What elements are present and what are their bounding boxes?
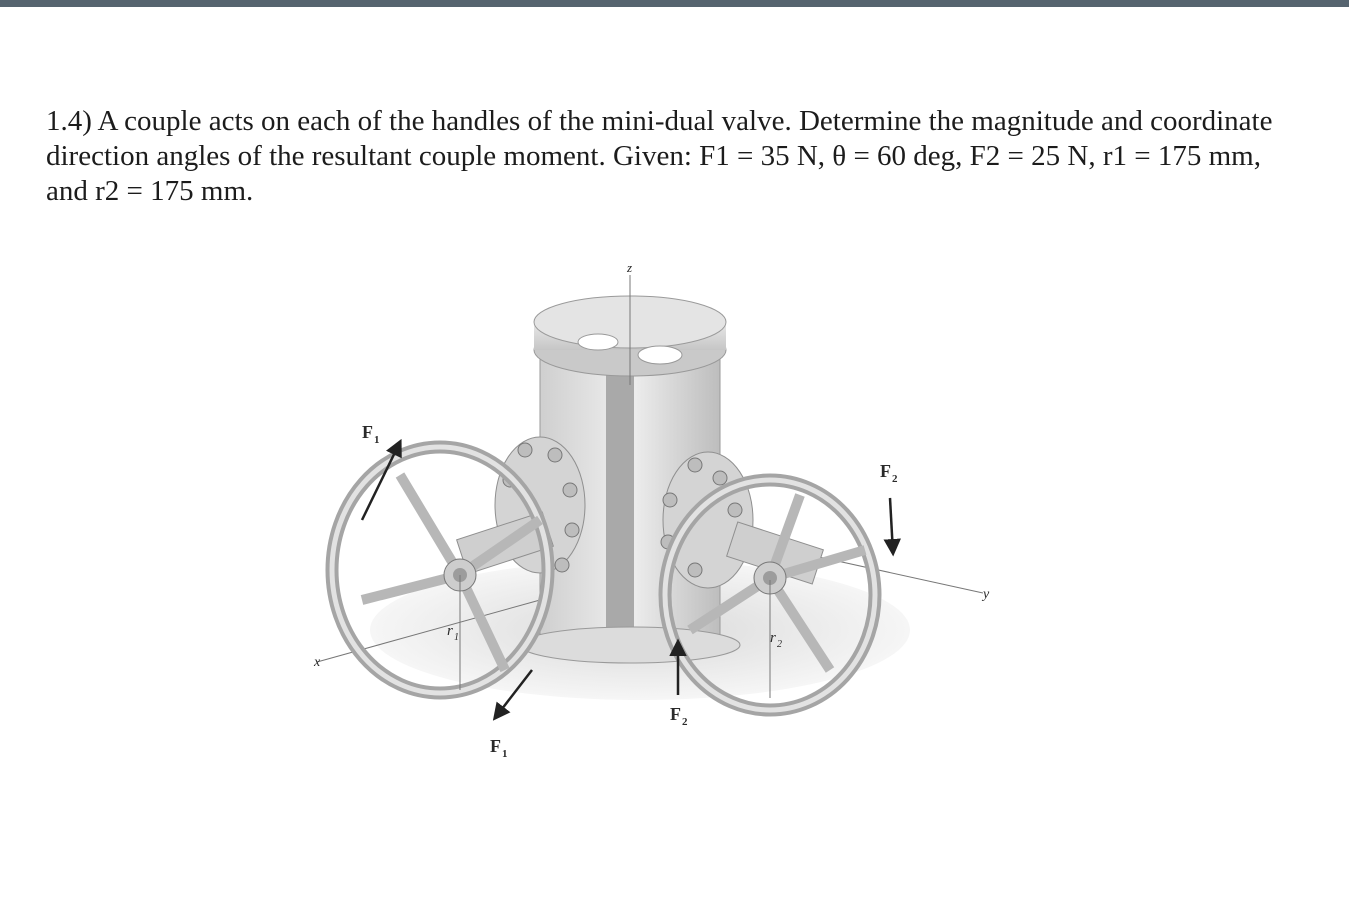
z-axis-label: z: [627, 260, 633, 275]
F1-bottom-subscript: 1: [502, 748, 508, 760]
F1-top-label: F: [362, 422, 373, 442]
right-flange: [663, 452, 753, 588]
F2-right-label: F: [880, 461, 891, 481]
r1-subscript: 1: [454, 632, 459, 643]
r1-label: r: [447, 623, 453, 639]
F1-bottom-label: F: [490, 736, 501, 756]
valve-illustration: [300, 250, 1000, 770]
r2-subscript: 2: [777, 639, 782, 650]
x-axis-label: x: [314, 655, 321, 670]
valve-body-edge: [606, 350, 634, 640]
base-ring: [520, 627, 740, 663]
top-bar: [0, 0, 1349, 7]
problem-statement: 1.4) A couple acts on each of the handles of the mini-dual valve. Determine the magnitude and coordinate direction angles of the resultant couple moment. Given: F1 = 35 N, θ = 60 deg, F2 = 25 N, r1 = 175 mm, and r2 = 175 mm.: [46, 105, 1273, 207]
F2-right-arrow: [890, 498, 893, 553]
cap-hole-right: [638, 346, 682, 364]
r2-label: r: [770, 630, 776, 646]
F2-right-subscript: 2: [892, 473, 898, 485]
valve-figure: [300, 250, 1000, 770]
y-axis-label: y: [983, 587, 990, 602]
cap-hole-left: [578, 334, 618, 350]
F2-bottom-label: F: [670, 704, 681, 724]
F2-bottom-subscript: 2: [682, 716, 688, 728]
F1-top-subscript: 1: [374, 434, 380, 446]
